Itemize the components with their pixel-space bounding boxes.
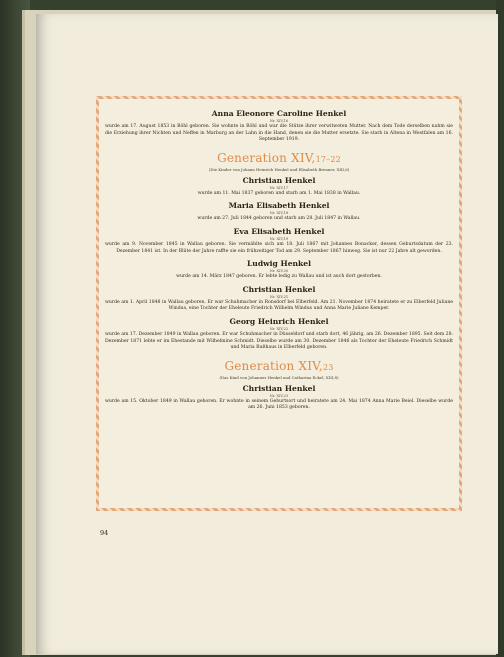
entry-number: Nr. XIV,19 <box>269 236 289 241</box>
page-number: 94 <box>100 529 109 537</box>
entry-georg-heinrich <box>103 317 455 352</box>
decorative-frame <box>96 96 462 511</box>
entry-name: Eva Elisabeth Henkel <box>233 226 325 236</box>
entry-number: Nr. XIV,23 <box>269 393 289 398</box>
entry-number: Nr. XIV,20 <box>269 269 289 274</box>
entry-number: Nr. XIV,22 <box>269 326 289 331</box>
entry-text: wurde am 17. August 1853 in Böhl geboren. Sie wohnte in Böhl und war die Stütze ihrer verwitweten Mutter. Nach dem Tode derselben nahm sie die Erziehung ihrer Nichten und Neffen in Marburg an der Lahn in die Hand, denen sie die Mutter ersetzte. Sie starb in Altena in Westfalen am 16. September 1919. <box>105 124 453 143</box>
entry-name: Christian Henkel <box>242 284 316 294</box>
generation-title: Generation XIV,23 <box>224 358 334 373</box>
generation-heading <box>103 359 455 381</box>
entry-maria-elisabeth <box>103 201 455 223</box>
entry-eva-elisabeth <box>103 227 455 255</box>
entry-name: Anna Eleonore Caroline Henkel <box>211 109 347 118</box>
entry-text: wurde am 15. Oktober 1849 in Wallau geboren. Er wohnte in seinem Geburtsort und heiratete am 24. Mai 1874 Anna Marie Beiel. Dieselbe wurde am 26. Juni 1853 geboren. <box>105 398 453 411</box>
entry-name: Ludwig Henkel <box>246 259 312 269</box>
entry-number: Nr. XIV,16 <box>269 119 289 123</box>
entry-text: wurde am 1. April 1848 in Wallau geboren. Er war Schuhmacher in Ronsdorf bei Elberfeld. Am 21. November 1874 heiratete er zu Elberfeld Juliane Windus, eine Tochter der Eheleute Friedrich Wilhelm Windus und Anna Marie Juliane Kemper. <box>105 299 453 312</box>
generation-title: Generation XIV,17–22 <box>217 150 341 165</box>
entry-number: Nr. XIV,21 <box>269 294 289 299</box>
entry-anna <box>103 109 455 144</box>
page-content <box>103 101 455 412</box>
entry-christian-3 <box>103 384 455 412</box>
entry-number: Nr. XIV,17 <box>269 185 289 190</box>
entry-ludwig <box>103 259 455 281</box>
generation-heading <box>103 151 455 173</box>
generation-parents: (Die Kinder von Johann Heinrich Henkel und Elisabeth Brenner, XIII,6) <box>208 166 350 172</box>
entry-name: Maria Elisabeth Henkel <box>228 201 330 211</box>
entry-name: Georg Heinrich Henkel <box>229 316 329 326</box>
entry-text: wurde am 17. Dezember 1849 in Wallau geboren. Er war Schuhmacher in Düsseldorf und starb dort, 46 jährig, am 26. Dezember 1895. Seit dem 28. Dezember 1871 lebte er im Ehestande mit Wilhelmine Schmidt. Dieselbe wurde am 30. Dezember 1846 als Tochter der Eheleute Friedrich Schmidt und Maria Bußhaus in Elberfeld geboren. <box>105 331 453 351</box>
entry-text: wurde am 14. März 1847 geboren. Er lebte ledig zu Wallau und ist auch dort gestorben. <box>176 274 382 280</box>
entry-text: wurde am 27. Juli 1844 geboren und starb am 28. Juli 1847 in Wallau. <box>197 216 361 222</box>
entry-text: wurde am 11. Mai 1837 geboren und starb am 1. Mai 1838 in Wallau. <box>197 190 361 196</box>
entry-name: Christian Henkel <box>242 383 316 393</box>
entry-christian-1 <box>103 176 455 198</box>
entry-christian-2 <box>103 285 455 313</box>
entry-text: wurde am 9. November 1845 in Wallau geboren. Sie vermählte sich am 18. Juli 1867 mit Johannes Bonacker, dessen Geburtsdatum der 23. Dezember 1841 ist. In der Blüte der Jahre raffte sie ein frühzeitiger Tod am 29. September 1867 hinweg. Sie ist nur 22 Jahre alt geworden. <box>105 241 453 254</box>
entry-name: Christian Henkel <box>242 175 316 185</box>
entry-number: Nr. XIV,18 <box>269 211 289 216</box>
generation-parents: (Das Kind von Johannes Henkel und Catharina Eckel, XIII,8) <box>219 374 339 380</box>
